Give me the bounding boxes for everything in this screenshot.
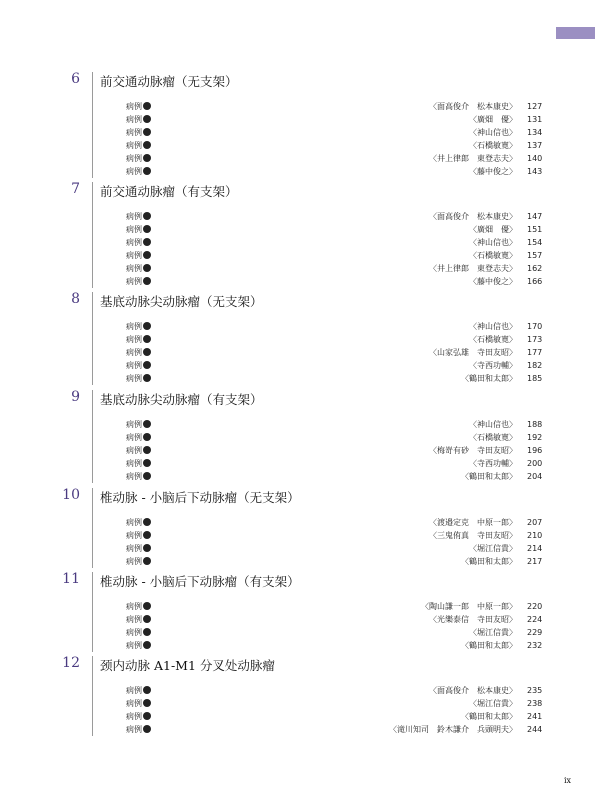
case-number-badge-icon <box>143 154 151 162</box>
case-label-text: 病例 <box>126 459 142 468</box>
case-page-number: 143 <box>527 167 543 176</box>
case-row[interactable] <box>0 639 595 652</box>
section-number: 11 <box>62 571 80 587</box>
case-label <box>126 262 151 275</box>
case-row[interactable] <box>0 320 595 333</box>
case-label-text: 病例 <box>126 602 142 611</box>
case-authors: 〈石橋敏寛〉 <box>469 141 517 150</box>
section-number: 12 <box>62 655 80 671</box>
case-row[interactable] <box>0 223 595 236</box>
case-authors: 〈面高俊介 松本康史〉 <box>429 212 517 221</box>
case-label-text: 病例 <box>126 348 142 357</box>
case-page-number: 204 <box>527 472 543 481</box>
case-page-number: 200 <box>527 459 543 468</box>
case-row[interactable] <box>0 613 595 626</box>
case-number-badge-icon <box>143 374 151 382</box>
case-number-badge-icon <box>143 531 151 539</box>
case-page-number: 182 <box>527 361 543 370</box>
case-label-text: 病例 <box>126 557 142 566</box>
case-row[interactable] <box>0 697 595 710</box>
case-authors: 〈神山信也〉 <box>469 420 517 429</box>
case-row[interactable] <box>0 723 595 736</box>
case-label-text: 病例 <box>126 154 142 163</box>
case-label <box>126 470 151 483</box>
case-page-number: 177 <box>527 348 543 357</box>
case-label <box>126 223 151 236</box>
case-label-text: 病例 <box>126 225 142 234</box>
case-label <box>126 542 151 555</box>
case-row[interactable] <box>0 470 595 483</box>
case-label-text: 病例 <box>126 141 142 150</box>
case-authors: 〈滝川知司 鈴木謙介 兵頭明夫〉 <box>389 725 517 734</box>
section-title[interactable]: 前交通动脉瘤（无支架） <box>100 74 238 89</box>
case-number-badge-icon <box>143 602 151 610</box>
case-page-number: 224 <box>527 615 543 624</box>
case-number-badge-icon <box>143 115 151 123</box>
case-row[interactable] <box>0 359 595 372</box>
case-label <box>126 697 151 710</box>
case-authors: 〈藤中俊之〉 <box>469 277 517 286</box>
case-label <box>126 710 151 723</box>
case-number-badge-icon <box>143 446 151 454</box>
case-row[interactable] <box>0 529 595 542</box>
case-authors: 〈廣畑 優〉 <box>469 225 517 234</box>
case-row[interactable] <box>0 275 595 288</box>
case-page-number: 207 <box>527 518 543 527</box>
case-label <box>126 529 151 542</box>
case-number-badge-icon <box>143 518 151 526</box>
case-page-number: 192 <box>527 433 543 442</box>
case-authors: 〈神山信也〉 <box>469 238 517 247</box>
section-title[interactable]: 椎动脉 - 小脑后下动脉瘤（无支架） <box>100 490 300 505</box>
case-authors: 〈梅嵜有砂 寺田友昭〉 <box>429 446 517 455</box>
case-row[interactable] <box>0 152 595 165</box>
case-page-number: 244 <box>527 725 543 734</box>
case-page-number: 127 <box>527 102 543 111</box>
case-label <box>126 359 151 372</box>
case-authors: 〈鶴田和太郎〉 <box>461 374 517 383</box>
case-label-text: 病例 <box>126 238 142 247</box>
case-row[interactable] <box>0 444 595 457</box>
case-label <box>126 113 151 126</box>
case-row[interactable] <box>0 249 595 262</box>
case-label <box>126 275 151 288</box>
case-authors: 〈光樂泰信 寺田友昭〉 <box>429 615 517 624</box>
case-page-number: 170 <box>527 322 543 331</box>
case-number-badge-icon <box>143 225 151 233</box>
section-number: 8 <box>71 291 80 307</box>
case-row[interactable] <box>0 262 595 275</box>
case-page-number: 173 <box>527 335 543 344</box>
case-authors: 〈石橋敏寛〉 <box>469 433 517 442</box>
case-row[interactable] <box>0 684 595 697</box>
case-label <box>126 684 151 697</box>
case-label <box>126 236 151 249</box>
case-label-text: 病例 <box>126 686 142 695</box>
case-authors: 〈井上律郎 東登志夫〉 <box>429 154 517 163</box>
case-authors: 〈井上律郎 東登志夫〉 <box>429 264 517 273</box>
case-row[interactable] <box>0 113 595 126</box>
case-page-number: 157 <box>527 251 543 260</box>
case-label-text: 病例 <box>126 277 142 286</box>
case-number-badge-icon <box>143 238 151 246</box>
case-page-number: 196 <box>527 446 543 455</box>
case-row[interactable] <box>0 372 595 385</box>
case-page-number: 137 <box>527 141 543 150</box>
case-authors: 〈堀江信貴〉 <box>469 699 517 708</box>
case-authors: 〈面高俊介 松本康史〉 <box>429 686 517 695</box>
case-page-number: 217 <box>527 557 543 566</box>
case-label-text: 病例 <box>126 628 142 637</box>
case-page-number: 188 <box>527 420 543 429</box>
case-authors: 〈鶴田和太郎〉 <box>461 641 517 650</box>
case-label-text: 病例 <box>126 699 142 708</box>
case-label <box>126 444 151 457</box>
case-label <box>126 418 151 431</box>
case-label <box>126 372 151 385</box>
case-row[interactable] <box>0 516 595 529</box>
case-page-number: 232 <box>527 641 543 650</box>
case-page-number: 241 <box>527 712 543 721</box>
case-page-number: 151 <box>527 225 543 234</box>
case-row[interactable] <box>0 600 595 613</box>
case-label-text: 病例 <box>126 472 142 481</box>
case-page-number: 140 <box>527 154 543 163</box>
case-number-badge-icon <box>143 212 151 220</box>
case-number-badge-icon <box>143 335 151 343</box>
case-authors: 〈石橋敏寛〉 <box>469 251 517 260</box>
case-row[interactable] <box>0 555 595 568</box>
case-number-badge-icon <box>143 141 151 149</box>
case-row[interactable] <box>0 710 595 723</box>
case-page-number: 210 <box>527 531 543 540</box>
case-number-badge-icon <box>143 128 151 136</box>
case-number-badge-icon <box>143 322 151 330</box>
section-title[interactable]: 前交通动脉瘤（有支架） <box>100 184 238 199</box>
case-label <box>126 333 151 346</box>
section-number: 10 <box>62 487 80 503</box>
case-authors: 〈陶山謙一郎 中原一郎〉 <box>421 602 517 611</box>
case-number-badge-icon <box>143 102 151 110</box>
case-number-badge-icon <box>143 641 151 649</box>
case-label <box>126 100 151 113</box>
case-authors: 〈面高俊介 松本康史〉 <box>429 102 517 111</box>
case-label-text: 病例 <box>126 212 142 221</box>
case-authors: 〈山家弘雄 寺田友昭〉 <box>429 348 517 357</box>
section-tab-marker <box>556 27 595 39</box>
case-authors: 〈廣畑 優〉 <box>469 115 517 124</box>
case-label <box>126 249 151 262</box>
case-authors: 〈鶴田和太郎〉 <box>461 557 517 566</box>
case-label <box>126 639 151 652</box>
case-number-badge-icon <box>143 686 151 694</box>
case-label-text: 病例 <box>126 641 142 650</box>
page-number: ix <box>564 776 572 785</box>
case-page-number: 134 <box>527 128 543 137</box>
case-page-number: 235 <box>527 686 543 695</box>
case-authors: 〈藤中俊之〉 <box>469 167 517 176</box>
case-label-text: 病例 <box>126 322 142 331</box>
case-number-badge-icon <box>143 472 151 480</box>
case-page-number: 162 <box>527 264 543 273</box>
case-label <box>126 210 151 223</box>
case-row[interactable] <box>0 418 595 431</box>
case-row[interactable] <box>0 457 595 470</box>
case-number-badge-icon <box>143 420 151 428</box>
section-title[interactable]: 颈内动脉 A1-M1 分叉处动脉瘤 <box>100 658 275 673</box>
case-label-text: 病例 <box>126 251 142 260</box>
case-label <box>126 431 151 444</box>
case-label-text: 病例 <box>126 531 142 540</box>
case-authors: 〈神山信也〉 <box>469 322 517 331</box>
case-number-badge-icon <box>143 628 151 636</box>
case-number-badge-icon <box>143 699 151 707</box>
case-label-text: 病例 <box>126 725 142 734</box>
case-row[interactable] <box>0 210 595 223</box>
case-label <box>126 457 151 470</box>
case-row[interactable] <box>0 126 595 139</box>
case-row[interactable] <box>0 236 595 249</box>
case-label <box>126 516 151 529</box>
case-row[interactable] <box>0 165 595 178</box>
case-row[interactable] <box>0 626 595 639</box>
case-label <box>126 165 151 178</box>
case-row[interactable] <box>0 431 595 444</box>
case-label <box>126 126 151 139</box>
case-number-badge-icon <box>143 433 151 441</box>
case-page-number: 154 <box>527 238 543 247</box>
case-number-badge-icon <box>143 544 151 552</box>
case-row[interactable] <box>0 346 595 359</box>
case-number-badge-icon <box>143 615 151 623</box>
case-row[interactable] <box>0 333 595 346</box>
case-label <box>126 723 151 736</box>
case-page-number: 185 <box>527 374 543 383</box>
case-authors: 〈堀江信貴〉 <box>469 544 517 553</box>
case-authors: 〈寺西功輔〉 <box>469 361 517 370</box>
case-page-number: 214 <box>527 544 543 553</box>
section-number: 6 <box>71 71 80 87</box>
case-page-number: 131 <box>527 115 543 124</box>
section-title[interactable]: 基底动脉尖动脉瘤（无支架） <box>100 294 263 309</box>
case-label-text: 病例 <box>126 374 142 383</box>
case-label-text: 病例 <box>126 128 142 137</box>
case-row[interactable] <box>0 139 595 152</box>
case-label-text: 病例 <box>126 446 142 455</box>
case-authors: 〈石橋敏寛〉 <box>469 335 517 344</box>
case-label-text: 病例 <box>126 712 142 721</box>
case-number-badge-icon <box>143 251 151 259</box>
section-number: 7 <box>71 181 80 197</box>
case-row[interactable] <box>0 542 595 555</box>
case-label <box>126 139 151 152</box>
case-page-number: 147 <box>527 212 543 221</box>
case-label-text: 病例 <box>126 544 142 553</box>
case-authors: 〈渡邉定克 中原一郎〉 <box>429 518 517 527</box>
case-label <box>126 613 151 626</box>
section-number: 9 <box>71 389 80 405</box>
case-number-badge-icon <box>143 277 151 285</box>
case-number-badge-icon <box>143 459 151 467</box>
case-authors: 〈鶴田和太郎〉 <box>461 472 517 481</box>
case-page-number: 220 <box>527 602 543 611</box>
section-title[interactable]: 基底动脉尖动脉瘤（有支架） <box>100 392 263 407</box>
case-label <box>126 320 151 333</box>
case-label-text: 病例 <box>126 615 142 624</box>
case-page-number: 166 <box>527 277 543 286</box>
case-label <box>126 152 151 165</box>
case-number-badge-icon <box>143 167 151 175</box>
case-authors: 〈神山信也〉 <box>469 128 517 137</box>
section-title[interactable]: 椎动脉 - 小脑后下动脉瘤（有支架） <box>100 574 300 589</box>
case-row[interactable] <box>0 100 595 113</box>
case-authors: 〈鶴田和太郎〉 <box>461 712 517 721</box>
case-authors: 〈堀江信貴〉 <box>469 628 517 637</box>
case-number-badge-icon <box>143 712 151 720</box>
case-number-badge-icon <box>143 264 151 272</box>
case-label-text: 病例 <box>126 264 142 273</box>
case-label <box>126 346 151 359</box>
case-number-badge-icon <box>143 348 151 356</box>
case-label-text: 病例 <box>126 420 142 429</box>
case-authors: 〈寺西功輔〉 <box>469 459 517 468</box>
case-label-text: 病例 <box>126 518 142 527</box>
case-label-text: 病例 <box>126 433 142 442</box>
case-label-text: 病例 <box>126 361 142 370</box>
case-label-text: 病例 <box>126 102 142 111</box>
case-label-text: 病例 <box>126 115 142 124</box>
case-page-number: 238 <box>527 699 543 708</box>
case-label <box>126 600 151 613</box>
case-page-number: 229 <box>527 628 543 637</box>
case-label-text: 病例 <box>126 167 142 176</box>
case-number-badge-icon <box>143 725 151 733</box>
case-authors: 〈三鬼侑真 寺田友昭〉 <box>429 531 517 540</box>
case-label <box>126 626 151 639</box>
case-label-text: 病例 <box>126 335 142 344</box>
case-number-badge-icon <box>143 361 151 369</box>
case-label <box>126 555 151 568</box>
case-number-badge-icon <box>143 557 151 565</box>
